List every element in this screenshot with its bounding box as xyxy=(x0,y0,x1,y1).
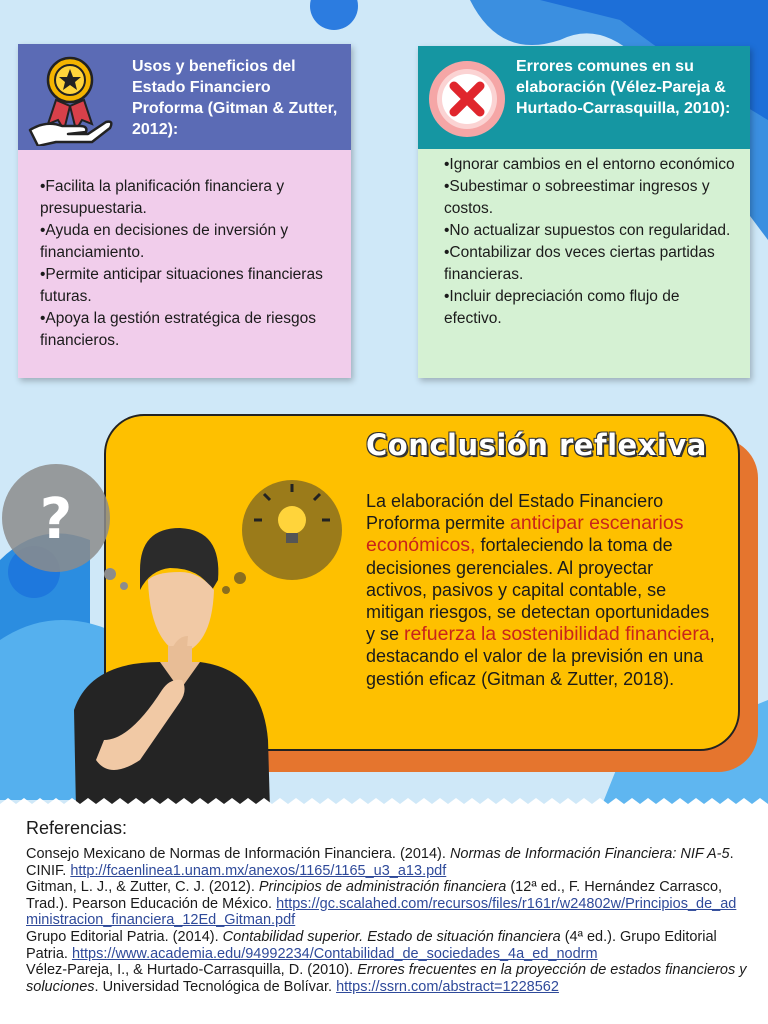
thinking-person-illustration xyxy=(0,440,360,810)
errors-card-title: Errores comunes en su elaboración (Vélez-Pareja & Hurtado-Carrasquilla, 2010): xyxy=(516,58,731,117)
conclusion-text-part: La elaboración del Estado Financiero Proforma permite xyxy=(366,491,664,534)
references-list xyxy=(26,846,748,995)
reference-link[interactable]: https://ssrn.com/abstract=1228562 xyxy=(336,978,559,995)
benefits-card-header xyxy=(18,44,351,150)
reference-title: Normas de Información Financiera: NIF A-5 xyxy=(449,846,730,862)
conclusion-text-part: , destacando el valor de la previsión en una gestión eficaz (Gitman & Zutter, 2018). xyxy=(366,624,715,689)
award-medal-hand-icon xyxy=(26,50,114,146)
list-item: •Subestimar o sobreestimar ingresos y costos. xyxy=(444,178,710,217)
conclusion-highlight: anticipar escenarios económicos, xyxy=(366,512,684,557)
reference-text: Gitman, L. J., & Zutter, C. J. (2012). xyxy=(26,879,259,896)
list-item: •Apoya la gestión estratégica de riesgos financieros. xyxy=(40,310,316,349)
reference-text: (12ª ed., F. Hernández Carrasco, Trad.). Pearson Educación de México. xyxy=(26,879,723,912)
list-item: •Contabilizar dos veces ciertas partidas financieras. xyxy=(444,244,715,283)
list-item: •No actualizar supuestos con regularidad. xyxy=(444,222,731,239)
reference-text: Vélez-Pareja, I., & Hurtado-Carrasquilla, D. (2010). xyxy=(26,962,358,979)
list-item: •Permite anticipar situaciones financieras futuras. xyxy=(40,266,323,305)
reference-item xyxy=(26,879,748,929)
reference-text: . CINIF. xyxy=(26,846,734,879)
reference-text: (4ª ed.). Grupo Editorial Patria. xyxy=(26,928,717,962)
reference-link[interactable]: http://fcaenlinea1.unam.mx/anexos/1165/1165_u3_a13.pdf xyxy=(70,862,447,879)
benefits-card-title: Usos y beneficios del Estado Financiero Proforma (Gitman & Zutter, 2012): xyxy=(132,58,338,138)
references-title: Referencias: xyxy=(26,818,128,838)
conclusion-text-part: fortaleciendo la toma de decisiones gerenciales. Al proyectar activos, pasivos y capital contable, se mitigan riesgos, se detectan oportunidades y se xyxy=(366,535,710,645)
reference-item xyxy=(26,929,748,962)
errors-card-header xyxy=(418,46,750,149)
reference-text: Grupo Editorial Patria. (2014). xyxy=(26,928,223,945)
reference-title: Errores frecuentes en la proyección de estados financieros y soluciones xyxy=(26,962,747,995)
conclusion-highlight: refuerza la sostenibilidad financiera xyxy=(404,623,710,646)
reference-link[interactable]: https://gc.scalahed.com/recursos/files/r161r/w24802w/Principios_de_administracion_financiera_12Ed_Gitman.pdf xyxy=(26,895,737,929)
reference-item xyxy=(26,846,748,879)
red-x-icon xyxy=(426,58,508,140)
list-item: •Facilita la planificación financiera y presupuestaria. xyxy=(40,178,285,217)
conclusion-text xyxy=(366,490,716,690)
reference-item xyxy=(26,962,748,995)
reference-link[interactable]: https://www.academia.edu/94992234/Contabilidad_de_sociedades_4a_ed_nodrm xyxy=(71,945,598,962)
list-item: •Incluir depreciación como flujo de efectivo. xyxy=(444,288,680,327)
benefits-card xyxy=(18,44,351,378)
reference-title: Principios de administración financiera xyxy=(258,879,507,896)
errors-card xyxy=(418,46,750,378)
question-mark-icon: ? xyxy=(39,487,73,552)
list-item: •Ayuda en decisiones de inversión y financiamiento. xyxy=(40,222,289,261)
errors-list xyxy=(418,149,750,330)
reference-text: . Universidad Tecnológica de Bolívar. xyxy=(94,978,337,995)
benefits-list xyxy=(18,150,351,352)
list-item: •Ignorar cambios en el entorno económico xyxy=(444,156,735,173)
reference-text: Consejo Mexicano de Normas de Información Financiera. (2014). xyxy=(26,846,450,862)
conclusion-title: Conclusión reflexiva xyxy=(366,428,707,462)
reference-title: Contabilidad superior. Estado de situación financiera xyxy=(222,928,561,945)
